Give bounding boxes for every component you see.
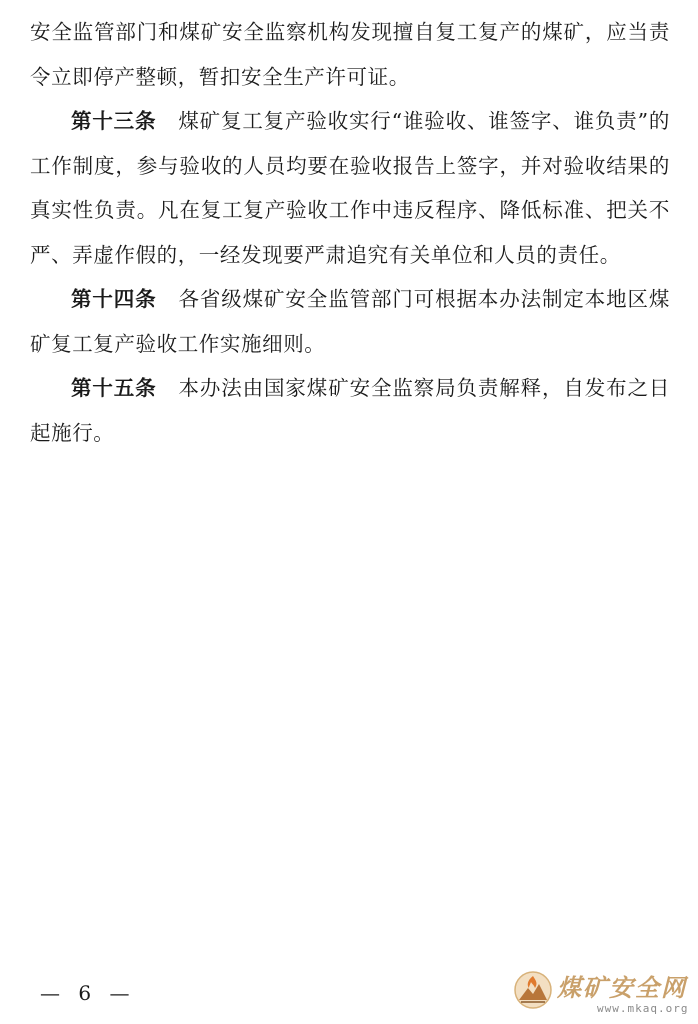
watermark-url: www.mkaq.org (597, 1002, 689, 1015)
article-text: 各省级煤矿安全监管部门可根据本办法制定本地区煤矿复工复产验收工作实施细则。 (30, 287, 670, 356)
article-number: 第十四条 (71, 287, 157, 311)
article-text: 煤矿复工复产验收实行“谁验收、谁签字、谁负责”的工作制度，参与验收的人员均要在验收报告上签字，并对验收结果的真实性负责。凡在复工复产验收工作中违反程序、降低标准、把关不严、弄虚作假的，一经发现要严肃追究有关单位和人员的责任。 (30, 109, 670, 267)
article-text: 本办法由国家煤矿安全监察局负责解释，自发布之日起施行。 (30, 376, 670, 445)
flame-mountain-logo-icon (513, 970, 553, 1010)
article-number: 第十五条 (71, 376, 157, 400)
article-14 (30, 277, 670, 366)
article-13 (30, 99, 670, 277)
site-watermark (513, 968, 688, 1020)
watermark-title: 煤矿安全网 (557, 974, 687, 1002)
paragraph-text: 安全监管部门和煤矿安全监察机构发现擅自复工复产的煤矿，应当责令立即停产整顿，暂扣安全生产许可证。 (30, 20, 670, 89)
article-number: 第十三条 (71, 109, 157, 133)
document-body (30, 10, 670, 455)
page-number: — 6 — (40, 981, 136, 1005)
article-15 (30, 366, 670, 455)
paragraph-continuation (30, 10, 670, 99)
